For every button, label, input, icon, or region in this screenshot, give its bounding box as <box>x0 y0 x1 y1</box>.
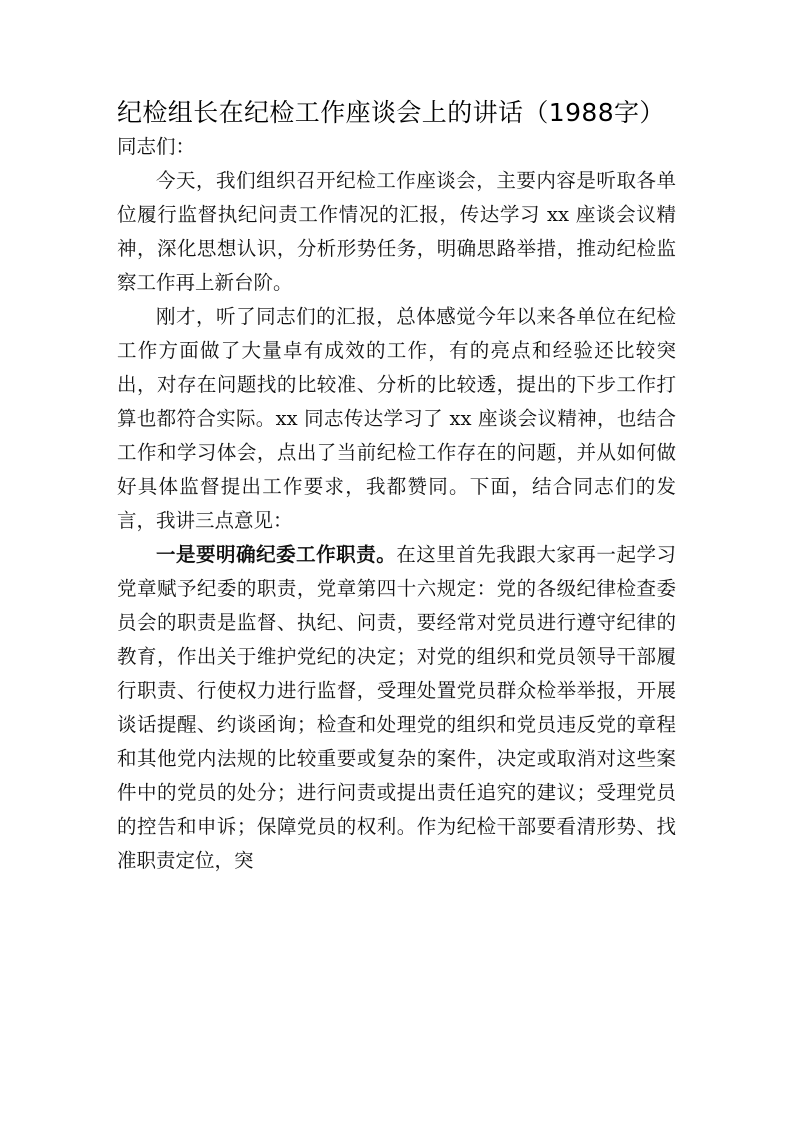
paragraph-lead: 一是要明确纪委工作职责。 <box>156 543 397 566</box>
paragraph-text: 刚才，听了同志们的汇报，总体感觉今年以来各单位在纪检工作方面做了大量卓有成效的工作，有的亮点和经验还比较突出，对存在问题找的比较准、分析的比较透，提出的下步工作打算也都符合实际。xx 同志传达学习了 xx 座谈会议精神，也结合工作和学习体会，点出了当前纪检工作存在的问题，并从如何做好具体监督提出工作要求，我都赞同。下面，结合同志们的发言，我讲三点意见： <box>117 305 676 532</box>
document-page <box>117 96 676 878</box>
salutation: 同志们： <box>117 135 196 158</box>
paragraph-opening <box>117 164 676 300</box>
document-title: 纪检组长在纪检工作座谈会上的讲话（1988字） <box>117 98 665 127</box>
paragraph-point-one <box>117 538 676 878</box>
paragraph-text: 在这里首先我跟大家再一起学习党章赋予纪委的职责，党章第四十六规定：党的各级纪律检查委员会的职责是监督、执纪、问责，要经常对党员进行遵守纪律的教育，作出关于维护党纪的决定；对党的组织和党员领导干部履行职责、行使权力进行监督，受理处置党员群众检举举报，开展谈话提醒、约谈函询；检查和处理党的组织和党员违反党的章程和其他党内法规的比较重要或复杂的案件，决定或取消对这些案件中的党员的处分；进行问责或提出责任追究的建议；受理党员的控告和申诉；保障党员的权利。作为纪检干部要看清形势、找准职责定位，突 <box>117 543 676 872</box>
paragraph-text: 今天，我们组织召开纪检工作座谈会，主要内容是听取各单位履行监督执纪问责工作情况的汇报，传达学习 xx 座谈会议精神，深化思想认识，分析形势任务，明确思路举措，推动纪检监察工作再上新台阶。 <box>117 169 676 294</box>
paragraph-feedback <box>117 300 676 538</box>
